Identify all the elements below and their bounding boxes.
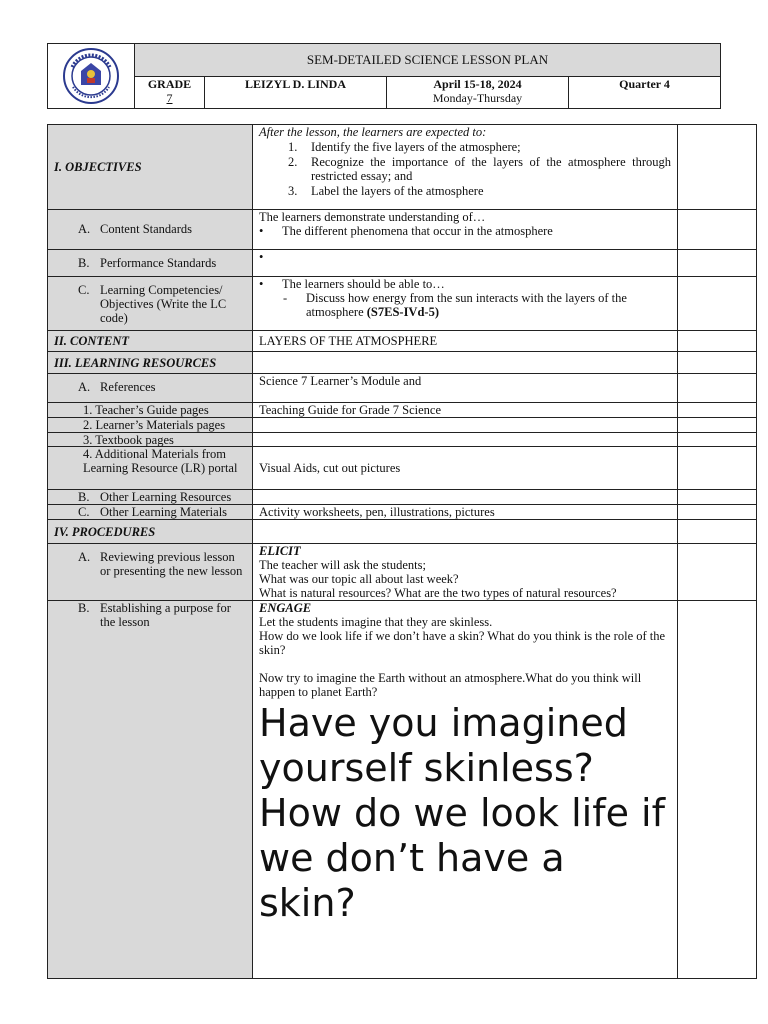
learners-materials-row: [48, 418, 756, 433]
lr-portal-value: Visual Aids, cut out pictures: [259, 461, 401, 475]
reviewing-label: Reviewing previous lesson or presenting the new lesson: [100, 550, 243, 578]
deped-seal-icon: [61, 47, 121, 105]
lesson-date: April 15-18, 2024: [433, 77, 522, 91]
other-materials-label: Other Learning Materials: [100, 505, 228, 519]
teachers-guide-label: 1. Teacher’s Guide pages: [83, 403, 209, 417]
engage-row: B. Establishing a purpose for the lesson ENGAGE Let the students imagine that they are skinless. How do we look life if we don’t have a skin? What do you think is the role of the skin? Now try to imagine the Earth without an atmosphere.What do you think will happen to planet Earth? Have you imagined yourself skinless? How do we look life if we don’t have a skin?: [48, 601, 756, 978]
other-materials-value: Activity worksheets, pen, illustrations, pictures: [259, 505, 495, 519]
references-row: A. References Science 7 Learner’s Module and: [48, 374, 756, 403]
textbook-label: 3. Textbook pages: [83, 433, 174, 447]
textbook-row: [48, 433, 756, 447]
elicit-line: What was our topic all about last week?: [259, 572, 459, 586]
purpose-label: Establishing a purpose for the lesson: [100, 601, 231, 629]
content-standards-lead: The learners demonstrate understanding of…: [259, 210, 486, 224]
grade-label: GRADE: [147, 77, 192, 91]
teachers-guide-value: Teaching Guide for Grade 7 Science: [259, 403, 442, 417]
elicit-line: The teacher will ask the students;: [259, 558, 426, 572]
competencies-label: Learning Competencies/ Objectives (Write the LC code): [100, 283, 227, 325]
performance-standards-bullet: •: [259, 250, 264, 264]
content-row: [48, 331, 756, 352]
objective-item: 2. Recognize the importance of the layers of the atmosphere through restricted essay; and: [288, 155, 671, 183]
references-label: References: [100, 380, 156, 394]
references-value: Science 7 Learner’s Module and: [259, 374, 422, 388]
competencies-lead: • The learners should be able to…: [259, 277, 445, 291]
objective-item: 3. Label the layers of the atmosphere: [288, 184, 484, 198]
engage-line: Let the students imagine that they are skinless.: [259, 615, 493, 629]
resources-row: [48, 352, 756, 374]
objectives-intro: After the lesson, the learners are expected to:: [259, 125, 487, 139]
content-standards-row: A. Content Standards The learners demonstrate understanding of… • The different phenomena that occur in the atmosphere: [48, 210, 756, 250]
performance-standards-label: Performance Standards: [100, 256, 217, 270]
other-materials-row: C. Other Learning Materials Activity worksheets, pen, illustrations, pictures: [48, 505, 756, 520]
procedures-heading: IV. PROCEDURES: [54, 524, 156, 539]
lr-portal-row: [48, 447, 756, 490]
resources-heading: III. LEARNING RESOURCES: [54, 355, 217, 370]
teacher-cell: [205, 76, 387, 108]
engage-title: ENGAGE: [259, 601, 312, 615]
teachers-guide-row: [48, 403, 756, 418]
quarter-cell: [569, 76, 720, 108]
lr-portal-label: 4. Additional Materials from Learning Resource (LR) portal: [83, 447, 238, 475]
elicit-title: ELICIT: [259, 544, 301, 558]
objectives-heading: I. OBJECTIVES: [54, 160, 142, 174]
content-heading: II. CONTENT: [54, 334, 130, 348]
content-value: LAYERS OF THE ATMOSPHERE: [259, 334, 438, 348]
content-standards-label: Content Standards: [100, 222, 193, 236]
other-resources-row: B. Other Learning Resources: [48, 490, 756, 505]
objectives-row: [48, 125, 756, 210]
grade-value: 7: [166, 91, 173, 105]
teacher-name: LEIZYL D. LINDA: [244, 77, 347, 91]
lesson-days: Monday-Thursday: [432, 91, 523, 105]
content-standards-bullet: • The different phenomena that occur in the atmosphere: [259, 224, 553, 238]
engage-line: How do we look life if we don’t have a skin? What do you think is the role of the skin?: [259, 629, 666, 657]
competencies-row: C. Learning Competencies/ Objectives (Write the LC code) • The learners should be able to… - Discuss how energy from the sun interacts with the layers of the atmosphere (S7ES-IVd-5): [48, 277, 756, 331]
elicit-row: A. Reviewing previous lesson or presenting the new lesson ELICIT The teacher will ask the students; What was our topic all about last week? What is natural resources? What are the two types of natural resources?: [48, 544, 756, 601]
other-resources-label: Other Learning Resources: [100, 490, 232, 504]
date-cell: [387, 76, 569, 108]
engage-line: Now try to imagine the Earth without an atmosphere.What do you think will happen to planet Earth?: [259, 671, 642, 699]
competencies-item: - Discuss how energy from the sun interacts with the layers of the atmosphere (S7ES-IVd-5): [283, 291, 627, 319]
procedures-row: [48, 520, 756, 544]
objective-item: 1. Identify the five layers of the atmosphere;: [288, 140, 521, 154]
grade-cell: [135, 76, 205, 108]
deped-seal: [48, 44, 135, 108]
lesson-plan-header: [47, 43, 721, 109]
learners-materials-label: 2. Learner’s Materials pages: [83, 418, 226, 432]
lesson-plan-title: SEM-DETAILED SCIENCE LESSON PLAN: [135, 44, 720, 77]
lesson-plan-table: [47, 124, 757, 979]
elicit-line: What is natural resources? What are the two types of natural resources?: [259, 586, 617, 600]
big-question: Have you imagined yourself skinless?: [259, 701, 628, 790]
quarter-value: Quarter 4: [619, 77, 670, 91]
performance-standards-row: B. Performance Standards •: [48, 250, 756, 277]
big-question: How do we look life if we don’t have a skin?: [259, 791, 665, 925]
